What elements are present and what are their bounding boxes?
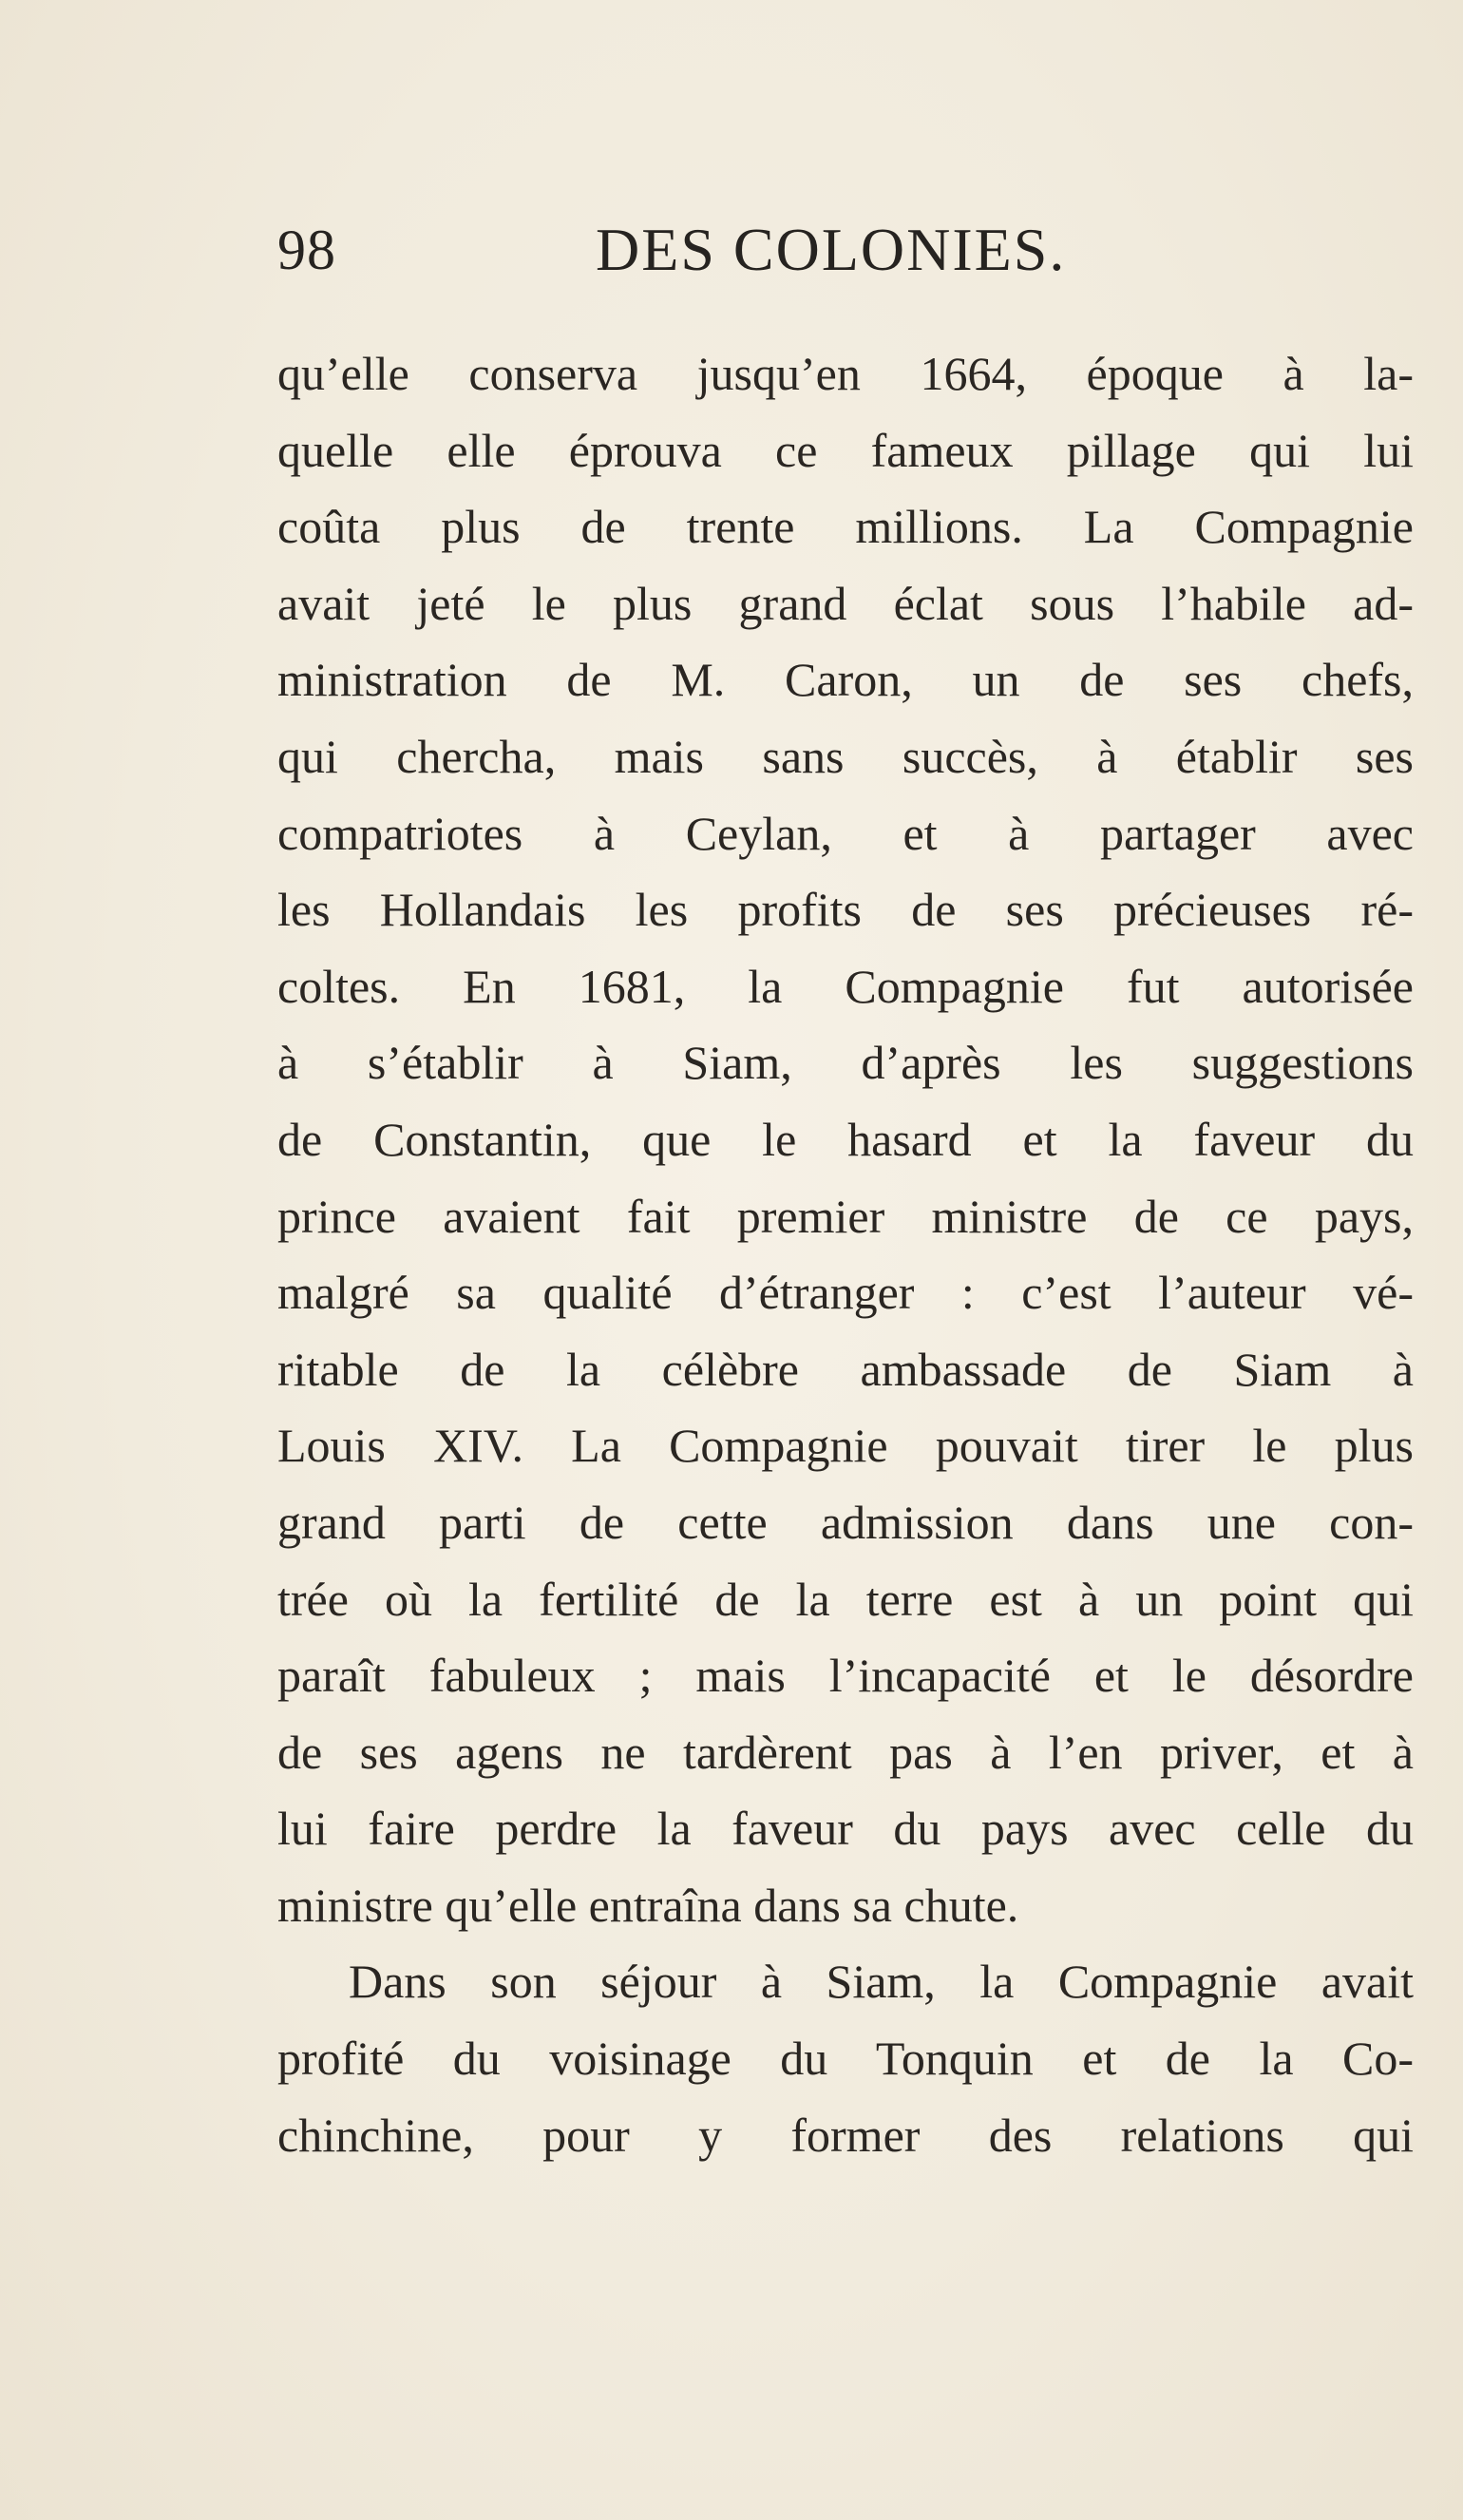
running-head: DES COLONIES. (596, 216, 1067, 283)
text-line: ministration de M. Caron, un de ses chefs, (277, 653, 1414, 707)
text-line: profité du voisinage du Tonquin et de la Co- (277, 2032, 1414, 2086)
page-header (277, 207, 1417, 293)
text-line: de ses agens ne tardèrent pas à l’en priver, et à (277, 1725, 1414, 1779)
text-line: grand parti de cette admission dans une con- (277, 1495, 1414, 1549)
text-line: malgré sa qualité d’étranger : c’est l’auteur vé- (277, 1266, 1414, 1320)
paragraph-start-line: Dans son séjour à Siam, la Compagnie avait (349, 1955, 1414, 2009)
page-number: 98 (277, 219, 336, 281)
text-line: trée où la fertilité de la terre est à un point qui (277, 1572, 1414, 1626)
text-line: les Hollandais les profits de ses précieuses ré- (277, 883, 1414, 937)
text-line: chinchine, pour y former des relations qui (277, 2108, 1414, 2162)
text-line: avait jeté le plus grand éclat sous l’habile ad- (277, 576, 1414, 630)
text-line: coûta plus de trente millions. La Compagnie (277, 500, 1414, 554)
text-line: Louis XIV. La Compagnie pouvait tirer le plus (277, 1419, 1414, 1473)
paragraph-end-line: ministre qu’elle entraîna dans sa chute. (277, 1878, 1019, 1932)
text-line: coltes. En 1681, la Compagnie fut autorisée (277, 959, 1414, 1013)
text-line: paraît fabuleux ; mais l’incapacité et le désordre (277, 1649, 1414, 1703)
text-line: de Constantin, que le hasard et la faveur du (277, 1112, 1414, 1166)
text-line: qui chercha, mais sans succès, à établir ses (277, 729, 1414, 783)
body-text (277, 335, 1414, 2173)
text-line: lui faire perdre la faveur du pays avec celle du (277, 1802, 1414, 1856)
text-line: quelle elle éprouva ce fameux pillage qui lui (277, 423, 1414, 477)
text-line: qu’elle conserva jusqu’en 1664, époque à la- (277, 347, 1414, 400)
text-line: compatriotes à Ceylan, et à partager avec (277, 806, 1414, 860)
text-line: à s’établir à Siam, d’après les suggestions (277, 1036, 1414, 1090)
text-line: prince avaient fait premier ministre de ce pays, (277, 1189, 1414, 1243)
text-line: ritable de la célèbre ambassade de Siam à (277, 1342, 1414, 1396)
